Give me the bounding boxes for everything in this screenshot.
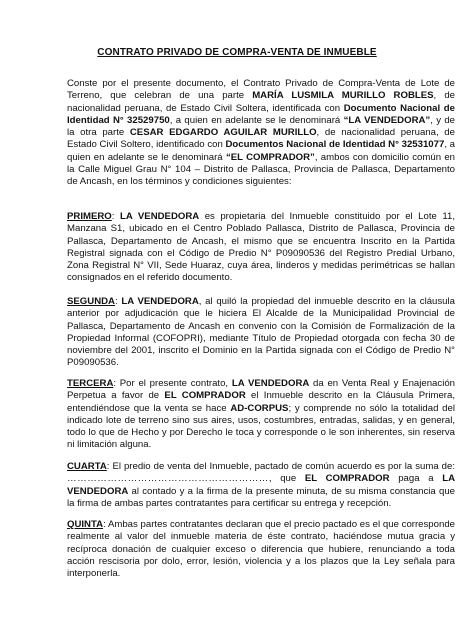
intro-text-2: , de nacionalidad peruana, de Estado Civil Soltera, identificada con (67, 90, 455, 114)
clause-tercera-text-3: el Inmueble descrito en la Cláusula Primera, entendiéndose que la venta se hace (67, 390, 455, 414)
clause-primero-sep: : (111, 211, 120, 222)
intro-paragraph (67, 78, 455, 189)
clause-cuarta (67, 461, 455, 510)
intro-text-3: , a quien en adelante se le denominará (169, 114, 344, 126)
clause-tercera-term: AD-CORPUS (230, 402, 289, 414)
buyer-id-document: Documentos Nacional de Identidad N° 32531077 (225, 139, 445, 151)
clause-tercera-text-1: : Por el presente contrato, (113, 378, 232, 389)
clause-cuarta-text-3: paga a (389, 473, 443, 485)
intro-text-1: Conste por el presente documento, el Contrato Privado de Compra-Venta de Lote de Terreno, que celebran de una parte (67, 78, 455, 102)
clause-tercera-seller: LA VENDEDORA (231, 378, 310, 389)
intro-text-6: , a quien en adelante se le denominará (67, 139, 456, 163)
intro-text-4: , y de la otra parte (67, 114, 456, 139)
clause-segunda-party: LA VENDEDORA (121, 296, 199, 307)
clause-tercera (67, 378, 455, 452)
clause-segunda-heading: SEGUNDA (67, 296, 115, 307)
document-title: CONTRATO PRIVADO DE COMPRA-VENTA DE INMUEBLE (97, 47, 377, 58)
clause-primero-party: LA VENDEDORA (119, 211, 200, 222)
seller-id-document: Documento Nacional de Identidad N° 32529750 (67, 102, 455, 126)
clause-tercera-buyer: EL COMPRADOR (164, 390, 246, 402)
clause-tercera-text-4: ; y comprende no sólo la totalidad del indicado lote de terreno sino sus aires, usos, costumbres, entradas, salidas, y en general, todo lo que de Hecho y por Derecho le toca y corresponde o le son inherentes, sin reserva ni limitación alguna. (67, 402, 455, 451)
clause-cuarta-text-1: : El predio de venta del Inmueble, pactado de común acuerdo es por la suma de: (106, 461, 455, 472)
seller-name: MARÍA LUSMILA MURILLO ROBLES (252, 90, 434, 102)
clause-segunda-text: , al quiló la propiedad del inmueble descrito en la cláusula anterior por adjudicación que le hiciera El Alcalde de la Municipalidad Provincial de Pallasca, Departamento de Ancash en convenio con la Comisión de Formalización de la Propiedad Informal (COFOPRI), mediante Título de Propiedad otorgada con fecha 30 de noviembre del 2001, inscrito el Dominio en la Partida signada con el Código de Predio N° P09090536. (67, 296, 455, 369)
clause-cuarta-heading: CUARTA (67, 461, 107, 472)
clause-tercera-heading: TERCERA (67, 378, 114, 389)
buyer-name: CESAR EDGARDO AGUILAR MURILLO (129, 127, 317, 139)
clause-cuarta-seller: LA VENDEDORA (67, 473, 455, 497)
intro-text-5: , de nacionalidad peruana, de Estado Civil Soltero, identificado con (67, 127, 455, 151)
clause-primero-heading: PRIMERO (67, 211, 112, 222)
seller-role: “LA VENDEDORA” (343, 114, 431, 126)
clause-segunda (67, 296, 455, 370)
clause-cuarta-buyer: EL COMPRADOR (304, 473, 390, 485)
clause-cuarta-text-2: , que (268, 473, 305, 485)
clause-quinta-heading: QUINTA (67, 519, 104, 530)
clause-cuarta-text-4: al contado y a la firma de la presente minuta, de su misma constancia que la firma de ambas partes contratantes para certificar su entrega y recepción. (67, 485, 455, 509)
intro-text-7: , ambos con domicilio común en la Calle Miguel Grau N° 104 – Distrito de Pallasca, Provincia de Pallasca, Departamento de Ancash, en los términos y condiciones siguientes: (67, 151, 455, 188)
price-blank-line: …………………………………………………… (67, 473, 269, 485)
clause-quinta (67, 519, 455, 580)
clause-quinta-text: : Ambas partes contratantes declaran que el precio pactado es el que corresponde realmente al valor del inmueble materia de éste contrato, haciéndose mutua gracia y recíproca donación de cualquier exceso o diferencia que hubiere, renunciando a toda acción rescisoria por dolo, error, lesión, violencia y a los plazos que la Ley señala para interponerla. (67, 519, 455, 580)
clause-segunda-sep: : (114, 296, 122, 307)
clause-primero-text: es propietaria del Inmueble constituido por el Lote 11, Manzana S1, ubicado en el Centro Poblado Pallasca, Distrito de Pallasca, Provincia de Pallasca, Departamento de Ancash, el mismo que se encuentra Inscrito en la Partida Registral signada con el Código de Predio N° P09090536 del Registro Predial Urbano, Zona Registral N° VII, Sede Huaraz, cuya área, linderos y medidas perimétricas se hallan consignados en el referido documento. (67, 211, 455, 284)
clause-primero (67, 211, 455, 285)
clause-tercera-text-2: da en Venta Real y Enajenación Perpetua a favor de (67, 378, 455, 402)
buyer-role: “EL COMPRADOR” (225, 151, 315, 163)
